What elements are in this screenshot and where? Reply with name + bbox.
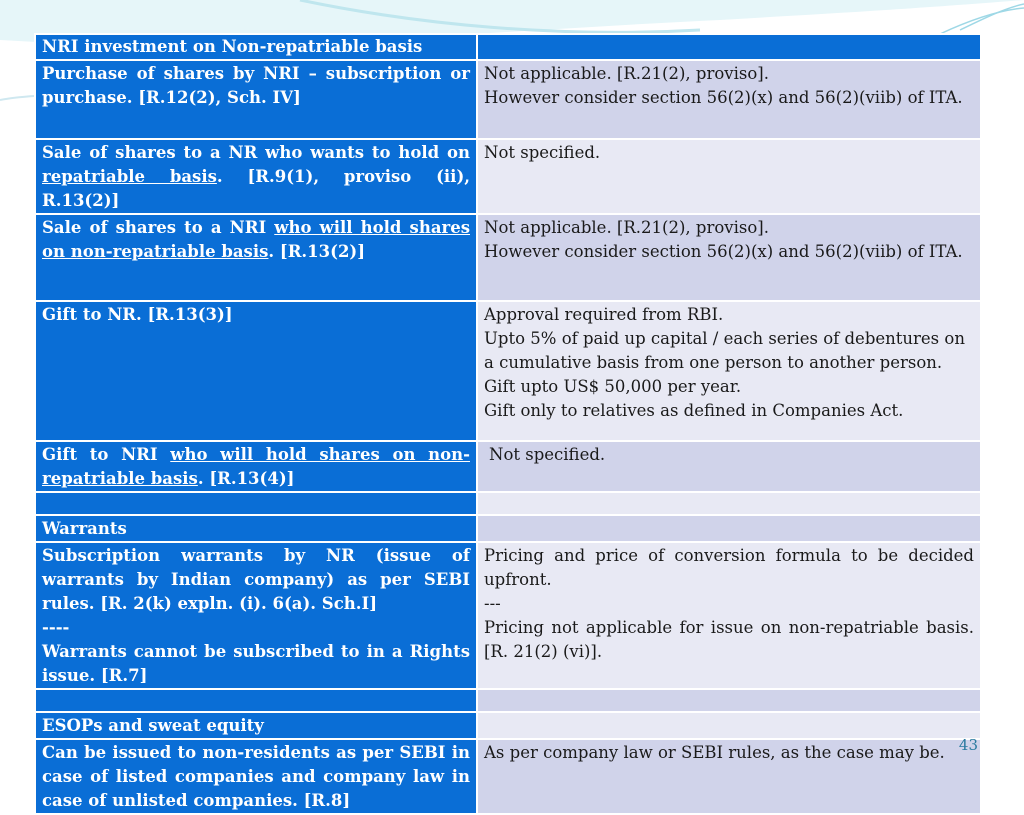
row-value: As per company law or SEBI rules, as the case may be. [477,739,981,814]
row-value [477,542,981,689]
table-header-row [35,34,981,60]
row-label-text: Sale of shares to a NRI [42,218,275,237]
row-value-line: --- [484,594,501,613]
table-header-title: NRI investment on Non-repatriable basis [35,34,477,60]
table-row [35,542,981,689]
table-row [35,139,981,214]
row-value: Not specified. [477,139,981,214]
row-label-line: Warrants cannot be subscribed to in a Rights issue. [R.7] [42,642,470,685]
row-value-line: Gift upto US$ 50,000 per year. [484,377,742,396]
table-row [35,739,981,814]
page-number: 43 [958,736,978,754]
row-value-line: Not applicable. [R.21(2), proviso]. [484,218,769,237]
row-value [477,712,981,739]
row-value [477,214,981,301]
row-label [35,441,477,492]
spacer-cell [477,689,981,712]
row-label-text: Sale of shares to a NR who wants to hold on [42,143,470,162]
table-header-blank [477,34,981,60]
row-value [477,301,981,441]
row-value-line: Pricing and price of conversion formula to be decided upfront. [484,546,974,589]
spacer-cell [35,492,477,515]
row-label-underlined: who will hold shares on non-repatriable basis [42,445,470,488]
row-value-line: Approval required from RBI. [484,305,724,324]
row-value-line: However consider section 56(2)(x) and 56(2)(viib) of ITA. [484,88,963,107]
spacer-cell [35,689,477,712]
row-label [35,139,477,214]
row-label-ref: . [R.13(2)] [268,242,366,261]
row-value: Not specified. [477,441,981,492]
row-value-line: Gift only to relatives as defined in Companies Act. [484,401,904,420]
row-label-text: Gift to NRI [42,445,171,464]
row-value [477,515,981,542]
row-value-line: However consider section 56(2)(x) and 56(2)(viib) of ITA. [484,242,963,261]
table-row-spacer [35,689,981,712]
row-label-ref: . [R.9(1), proviso (ii), R.13(2)] [42,167,470,210]
spacer-cell [477,492,981,515]
row-label-underlined: repatriable basis [42,167,217,186]
row-value-line: Upto 5% of paid up capital / each series of debentures on a cumulative basis from one person to another person. [484,329,965,372]
row-label: Purchase of shares by NRI – subscription or purchase. [R.12(2), Sch. IV] [35,60,477,139]
table-row [35,214,981,301]
row-label-line: Subscription warrants by NR (issue of warrants by Indian company) as per SEBI rules. [R. 2(k) expln. (i). 6(a). Sch.I] [42,546,470,613]
row-value [477,60,981,139]
section-heading-esops: ESOPs and sweat equity [35,712,477,739]
table-row [35,301,981,441]
row-label: Can be issued to non-residents as per SEBI in case of listed companies and company law in case of unlisted companies. [R.8] [35,739,477,814]
table-row [35,515,981,542]
table-row [35,60,981,139]
row-label-underlined: who will hold shares on non-repatriable basis [42,218,470,261]
row-label [35,542,477,689]
row-label [35,214,477,301]
comparison-table [34,33,982,815]
table-row [35,441,981,492]
row-label: Gift to NR. [R.13(3)] [35,301,477,441]
table-row-spacer [35,492,981,515]
row-label-ref: . [R.13(4)] [197,469,295,488]
table-row [35,712,981,739]
row-label-line: ---- [42,618,70,637]
section-heading-warrants: Warrants [35,515,477,542]
row-value-line: Not applicable. [R.21(2), proviso]. [484,64,769,83]
row-value-line: Pricing not applicable for issue on non-repatriable basis. [R. 21(2) (vi)]. [484,618,974,661]
